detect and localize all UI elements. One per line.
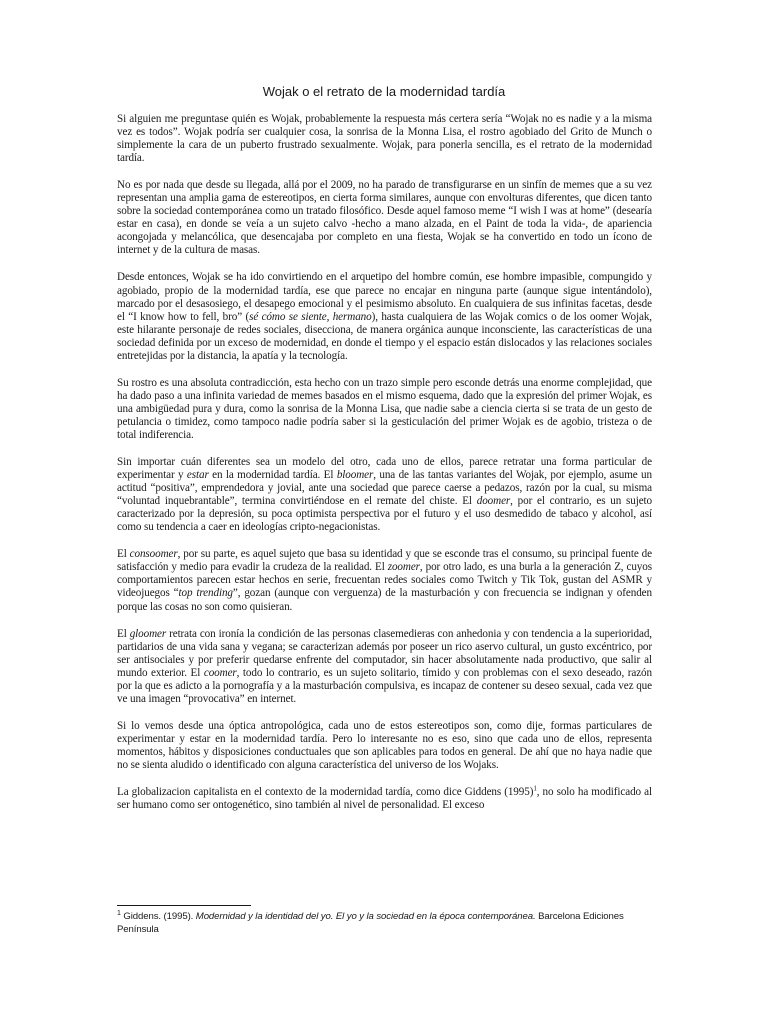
text-run: Barcelona Ediciones Península xyxy=(117,911,624,935)
italic-text: estar xyxy=(186,469,209,482)
italic-text: bloomer xyxy=(336,469,374,482)
text-run: La globalizacion capitalista en el contexto de la modernidad tardía, como dice Giddens (1995) xyxy=(117,786,534,799)
text-run: ), hasta cualquiera de las Wojak comics o de los oomer Wojak, este hilarante personaje de redes sociales, disecciona, de manera orgánica aunque inconsciente, las características de una sociedad definida por un exceso de modernidad, en donde el tiempo y el espacio están dislocados y las relaciones sociales entretejidas por la distancia, la apatía y la tecnología. xyxy=(117,310,652,362)
footnote-marker: 1 xyxy=(117,909,121,917)
paragraph xyxy=(117,548,652,613)
paragraph xyxy=(117,786,652,812)
text-run: No es por nada que desde su llegada, allá por el 2009, no ha parado de transfigurarse en un sinfín de memes que a su vez representan una amplia gama de estereotipos, en cierta forma similares, aunque con envolturas diferentes, que dicen tanto sobre la sociedad contemporánea como un tratado filosófico. Desde aquel famoso meme “I wish I was at home” (desearía estar en casa), en donde se veía a un sujeto calvo -hecho a mano alzada, en el Paint de toda la vida-, de apariencia acongojada y melancólica, que desencajaba por completo en una fiesta, Wojak se ha convertido en todo un ícono de internet y de la cultura de masas. xyxy=(117,179,652,257)
footnote xyxy=(117,910,652,936)
text-run: Desde entonces, Wojak se ha ido convirtiendo en el arquetipo del hombre común, ese hombre impasible, compungido y agobiado, propio de la modernidad tardía, ese que parece no encajar en ninguna parte (aunque sigue intentándolo), marcado por el desasosiego, el desapego emocional y el pesimismo absoluto. En cualquiera de sus infinitas facetas, desde el “I know how to fell, bro” ( xyxy=(117,271,652,323)
italic-text: zoomer xyxy=(387,561,420,574)
paragraph xyxy=(117,271,652,362)
paragraph xyxy=(117,113,652,165)
text-run: ”, gozan (aunque con verguenza) de la masturbación y con frecuencia se indignan y ofenden porque las cosas no son como quisieran. xyxy=(117,587,652,613)
paragraph xyxy=(117,720,652,772)
italic-text: doomer xyxy=(476,495,511,508)
italic-text: Modernidad y la identidad del yo. El yo y la sociedad en la época contemporánea. xyxy=(195,911,536,922)
paragraph xyxy=(117,456,652,534)
footnote-marker: 1 xyxy=(533,784,537,793)
text-run: , una de las tantas variantes del Wojak, por ejemplo, asume un actitud “positiva”, emprendedora y jovial, ante una sociedad que parece caerse a pedazos, razón por la cual, su misma “voluntad inquebrantable”, termina convirtiéndose en el remate del chiste. El xyxy=(117,469,652,508)
text-run: Giddens. (1995). xyxy=(120,911,196,922)
text-run: Si alguien me preguntase quién es Wojak, probablemente la respuesta más certera sería “Wojak no es nadie y a la misma vez es todos”. Wojak podría ser cualquier cosa, la sonrisa de la Monna Lisa, el rostro agobiado del Grito de Munch o simplemente la cara de un puberto frustrado sexualmente. Wojak, para ponerla sencilla, es el retrato de la modernidad tardía. xyxy=(117,113,652,165)
text-run: El xyxy=(117,627,130,640)
footnote-separator xyxy=(117,905,251,906)
text-run: , todo lo contrario, es un sujeto solitario, tímido y con problemas con el sexo deseado, razón por la que es adicto a la pornografía y a la masturbación compulsiva, es incapaz de contener su deseo sexual, cada vez que ve una imagen “provocativa” en internet. xyxy=(117,666,652,705)
text-run: Si lo vemos desde una óptica antropológica, cada uno de estos estereotipos son, como dije, formas particulares de experimentar y estar en la modernidad tardía. Pero lo interesante no es eso, sino que cada uno de ellos, representa momentos, hábitos y disposiciones conductuales que son aplicables para todos en general. De ahí que no haya nadie que no se sienta aludido o identificado con alguna característica del universo de los Wojaks. xyxy=(117,719,652,771)
text-run: retrata con ironía la condición de las personas clasemedieras con anhedonia y con tendencia a la superioridad, partidarios de una vida sana y vegana; se caracterizan además por poseer un rico aservo cultural, un gusto excéntrico, por ser antisociales y por preferir quedarse enfrente del computador, sin hacer absolutamente nada productivo, que salir al mundo exterior. El xyxy=(117,627,652,679)
italic-text: consoomer xyxy=(129,548,178,561)
text-run: , por su parte, es aquel sujeto que basa su identidad y que se esconde tras el consumo, su principal fuente de satisfacción y medio para evadir la crudeza de la realidad. El xyxy=(117,548,652,574)
text-run: Su rostro es una absoluta contradicción, esta hecho con un trazo simple pero esconde detrás una enorme complejidad, que ha dado paso a una infinita variedad de memes basados en el mismo esquema, dado que la expresión del primer Wojak, es una ambigüedad pura y dura, como la sonrisa de la Monna Lisa, que nadie sabe a ciencia cierta si se trata de un gesto de petulancia o timidez, como tampoco nadie podría saber si la gesticulación del primer Wojak es de agobio, tristeza o de total indiferencia. xyxy=(117,376,652,441)
italic-text: coomer xyxy=(203,666,237,679)
paragraph xyxy=(117,628,652,706)
text-run: en la modernidad tardía. El xyxy=(208,469,337,482)
text-run: Sin importar cuán diferentes sea un modelo del otro, cada uno de ellos, parece retratar una forma particular de experimentar y xyxy=(117,456,652,482)
text-run: , por el contrario, es un sujeto caracterizado por la depresión, su poca optimista perspectiva por el futuro y el uso desmedido de tabaco y alcohol, así como su tendencia a caer en ideologías cripto-negacionistas. xyxy=(117,495,652,534)
italic-text: sé cómo se siente, hermano xyxy=(249,310,372,323)
italic-text: top trending xyxy=(178,587,233,600)
text-run: , no solo ha modificado al ser humano como ser ontogenético, sino también al nivel de personalidad. El exceso xyxy=(117,786,652,812)
text-run: , por otro lado, es una burla a la generación Z, cuyos comportamientos parecen estar hechos en serie, frecuentan redes sociales como Twitch y Tik Tok, gustan del ASMR y videojuegos “ xyxy=(117,561,652,600)
text-run: El xyxy=(117,548,130,561)
paragraph xyxy=(117,377,652,442)
paragraph xyxy=(117,179,652,257)
italic-text: gloomer xyxy=(129,627,167,640)
document-body xyxy=(117,113,652,826)
page-title: Wojak o el retrato de la modernidad tardía xyxy=(262,84,506,99)
